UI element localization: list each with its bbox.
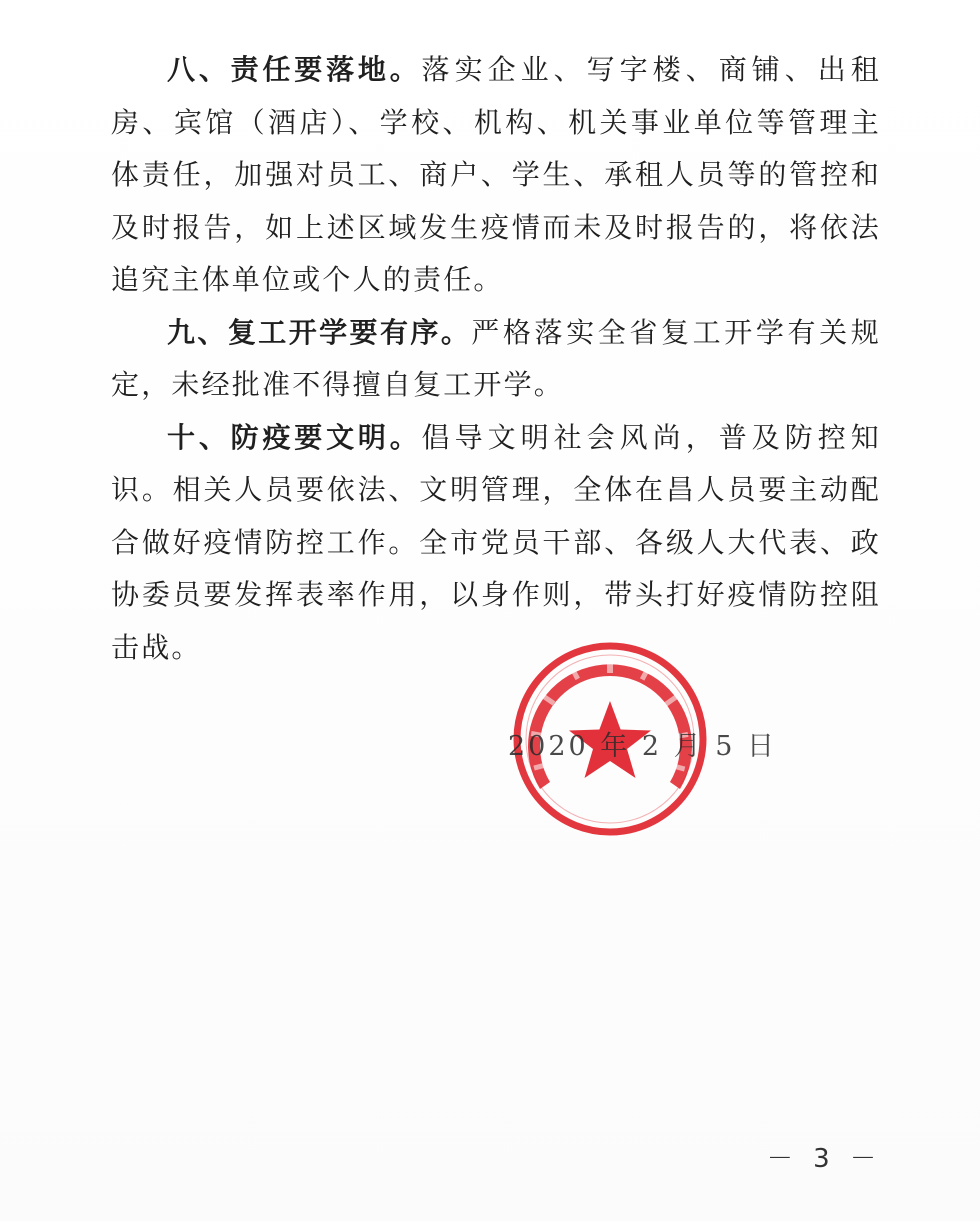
paragraph-10-heading: 十、防疫要文明。 (167, 420, 422, 454)
paragraph-8-heading: 八、责任要落地。 (167, 53, 422, 86)
page-number: － 3 － (766, 1144, 882, 1174)
paragraph-9-heading: 九、复工开学要有序。 (167, 315, 472, 349)
document-body (111, 44, 881, 674)
paragraph-10 (111, 412, 881, 675)
paragraph-8-text: 落实企业、写字楼、商铺、出租房、宾馆（酒店）、学校、机构、机关事业单位等管理主体责任，加强对员工、商户、学生、承租人员等的管控和及时报告，如上述区域发生疫情而未及时报告的，将依法追究主体单位或个人的责任。 (111, 53, 881, 296)
paragraph-10-text: 倡导文明社会风尚，普及防控知识。相关人员要依法、文明管理，全体在昌人员要主动配合做好疫情防控工作。全市党员干部、各级人大代表、政协委员要发挥表率作用，以身作则，带头打好疫情防控阻击战。 (111, 420, 881, 664)
paragraph-8 (111, 44, 881, 307)
paragraph-9-text: 严格落实全省复工开学有关规定，未经批准不得擅自复工开学。 (111, 315, 881, 401)
document-date: 2020 年 2 月 5 日 (508, 731, 777, 762)
paragraph-9 (111, 307, 881, 412)
